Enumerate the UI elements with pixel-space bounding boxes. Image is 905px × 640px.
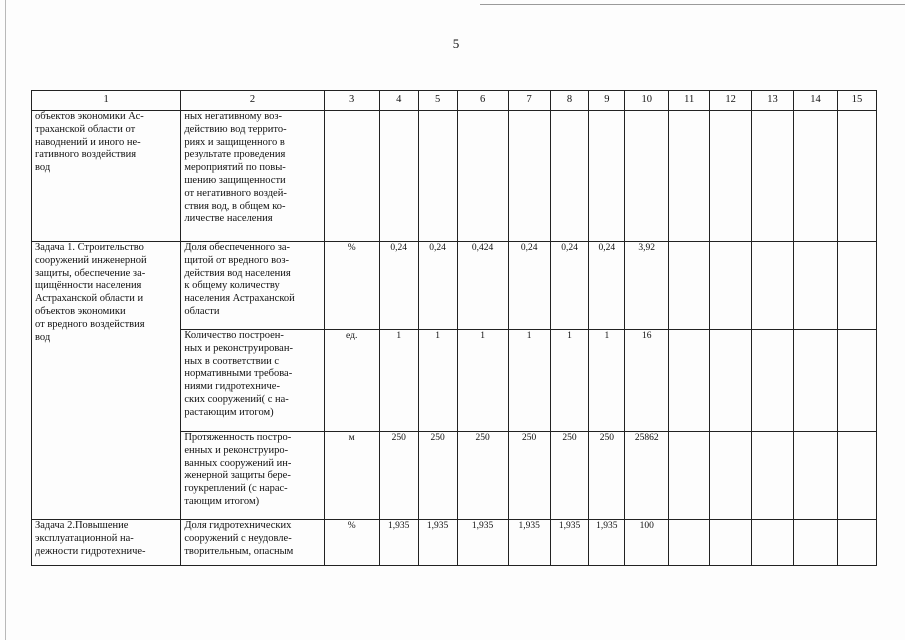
value-cell [752,432,794,520]
value-cell [669,432,710,520]
indicator-text-line: ниями гидротехниче- [184,381,280,393]
indicator-cell [181,520,324,566]
task-text-line: вод [35,162,51,174]
task-text-line: сооружений инженерной [35,254,147,266]
task-text-line: эксплуатационной на- [35,532,134,544]
value-cell [752,520,794,566]
value-cell [838,242,877,330]
value-cell [669,330,710,432]
value-cell: 1 [589,330,625,432]
left-border-line [5,0,6,640]
column-header: 2 [181,91,324,111]
task-text-line: траханской области от [35,123,136,135]
indicator-text-line: шению защищенности [184,174,286,186]
column-header: 9 [589,91,625,111]
value-cell [752,330,794,432]
value-cell: 0,24 [589,242,625,330]
indicator-text-line: тающим итогом) [184,495,260,507]
indicator-text-line: области [184,305,220,317]
value-cell [838,330,877,432]
column-header: 3 [324,91,379,111]
value-cell: 0,24 [379,242,418,330]
value-cell: 1,935 [589,520,625,566]
value-cell [752,242,794,330]
value-cell [418,111,457,242]
unit-cell: м [324,432,379,520]
unit-cell: % [324,242,379,330]
indicator-text-line: женерной защиты бере- [184,470,291,482]
column-header: 5 [418,91,457,111]
value-cell [710,520,752,566]
indicator-text-line: от негативного воздей- [184,187,287,199]
value-cell [710,330,752,432]
value-cell: 1 [379,330,418,432]
value-cell: 0,24 [508,242,550,330]
value-cell [508,111,550,242]
value-cell: 25862 [625,432,669,520]
value-cell: 250 [589,432,625,520]
value-cell: 100 [625,520,669,566]
column-header: 8 [550,91,589,111]
value-cell [838,111,877,242]
value-cell: 0,24 [550,242,589,330]
page-number: 5 [452,36,460,51]
value-cell: 1,935 [457,520,508,566]
value-cell [550,111,589,242]
indicator-text-line: гоукреплений (с нарас- [184,483,288,495]
indicator-text-line: Доля обеспеченного за- [184,242,291,253]
task-text-line: объектов экономики [35,305,126,317]
indicator-text-line: действию вод террито- [184,123,287,135]
value-cell [379,111,418,242]
column-header: 12 [710,91,752,111]
task-text-line: наводнений и иного не- [35,136,141,148]
value-cell [589,111,625,242]
value-cell: 1,935 [550,520,589,566]
task-text-line: дежности гидротехниче- [35,545,146,557]
task-cell [32,520,181,566]
value-cell [794,242,838,330]
task-text-line: вод [35,331,51,343]
indicator-text-line: населения Астраханской [184,293,295,305]
value-cell [457,111,508,242]
indicator-text-line: к общему количеству [184,280,280,292]
indicator-text-line: личестве населения [184,213,273,225]
table-row [32,520,877,566]
indicator-text-line: творительным, опасным [184,545,294,557]
column-number-row [32,91,877,111]
indicator-text-line: енных и реконструиро- [184,444,289,456]
indicator-text-line: результате проведения [184,149,286,161]
value-cell [752,111,794,242]
value-cell: 16 [625,330,669,432]
indicator-text-line: ных и реконструирован- [184,342,293,354]
value-cell [669,242,710,330]
value-cell [710,111,752,242]
task-text-line: гативного воздействия [35,149,137,161]
task-text-line: от вредного воздействия [35,318,145,330]
task-text-line: Задача 2.Повышение [35,520,129,531]
value-cell [710,242,752,330]
table-row [32,242,877,330]
column-header: 10 [625,91,669,111]
value-cell: 250 [418,432,457,520]
indicator-text-line: мероприятий по повы- [184,162,286,174]
indicator-cell [181,242,324,330]
value-cell [838,432,877,520]
indicator-text-line: ных негативному воз- [184,111,283,122]
unit-cell: % [324,520,379,566]
value-cell: 1 [457,330,508,432]
column-header: 15 [838,91,877,111]
indicator-text-line: ских сооружений( с на- [184,393,289,405]
table-row [32,111,877,242]
column-header: 1 [32,91,181,111]
indicator-text-line: Количество построен- [184,330,284,341]
task-cell [32,111,181,242]
value-cell [625,111,669,242]
unit-cell [324,111,379,242]
column-header: 7 [508,91,550,111]
indicator-cell [181,330,324,432]
value-cell [838,520,877,566]
column-header: 14 [794,91,838,111]
value-cell [669,520,710,566]
column-header: 13 [752,91,794,111]
value-cell [710,432,752,520]
indicator-text-line: действия вод населения [184,267,291,279]
value-cell: 250 [379,432,418,520]
indicator-cell [181,432,324,520]
indicator-text-line: ванных сооружений ин- [184,457,292,469]
value-cell [794,432,838,520]
unit-cell: ед. [324,330,379,432]
value-cell: 1,935 [379,520,418,566]
value-cell [794,330,838,432]
task-text-line: объектов экономики Ас- [35,111,144,122]
value-cell: 3,92 [625,242,669,330]
indicator-text-line: Протяженность постро- [184,432,292,443]
indicator-text-line: нормативными требова- [184,368,293,380]
indicator-text-line: ствия вод, в общем ко- [184,200,286,212]
value-cell: 250 [457,432,508,520]
indicator-text-line: Доля гидротехнических [184,520,292,531]
value-cell [794,520,838,566]
program-indicators-table [31,90,877,566]
value-cell: 1,935 [508,520,550,566]
indicator-text-line: риях и защищенного в [184,136,285,148]
indicator-cell [181,111,324,242]
top-border-line [480,4,905,5]
indicator-text-line: растающим итогом) [184,406,274,418]
value-cell: 1 [508,330,550,432]
value-cell [669,111,710,242]
task-cell [32,242,181,520]
indicator-text-line: сооружений с неудовле- [184,532,292,544]
task-text-line: защиты, обеспечение за- [35,267,146,279]
column-header: 11 [669,91,710,111]
value-cell: 1 [550,330,589,432]
value-cell: 0,424 [457,242,508,330]
value-cell: 250 [508,432,550,520]
column-header: 6 [457,91,508,111]
column-header: 4 [379,91,418,111]
value-cell [794,111,838,242]
value-cell: 250 [550,432,589,520]
value-cell: 1,935 [418,520,457,566]
task-text-line: Астраханской области и [35,293,144,305]
task-text-line: щищённости населения [35,280,142,292]
task-text-line: Задача 1. Строительство [35,242,144,253]
indicator-text-line: ных в соответствии с [184,355,280,367]
value-cell: 0,24 [418,242,457,330]
indicator-text-line: щитой от вредного воз- [184,254,289,266]
value-cell: 1 [418,330,457,432]
